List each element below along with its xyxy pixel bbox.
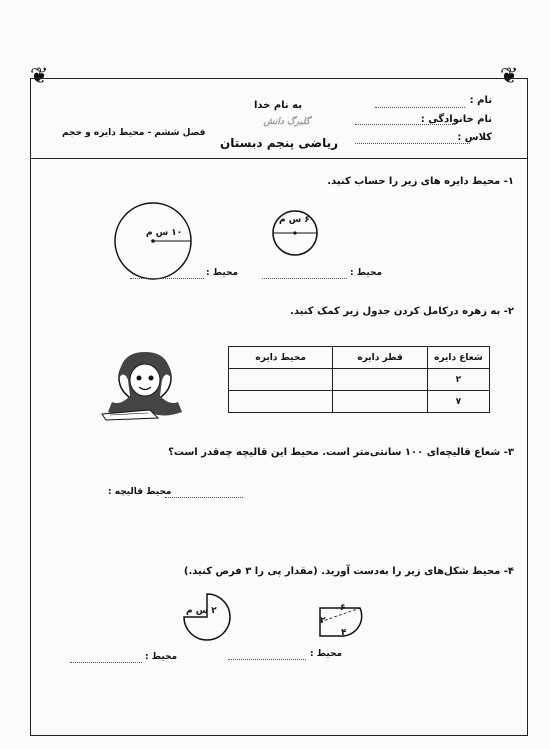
- name-field[interactable]: [375, 107, 465, 108]
- circle-data-table: [228, 346, 490, 413]
- q4-prompt: ۴- محیط شکل‌های زیر را به‌دست آورید. (مقدار پی را ۳ فرض کنید.): [183, 566, 514, 577]
- q4-answer-label-2: محیط :: [310, 649, 343, 659]
- q4-answer-field-1[interactable]: [70, 662, 142, 663]
- table-header: قطر دایره: [333, 347, 427, 369]
- header-divider: [30, 158, 528, 159]
- family-field[interactable]: [355, 124, 455, 125]
- table-cell: ۲: [427, 369, 489, 391]
- shape1-radius-label: ۲ س م: [186, 606, 217, 616]
- table-header: محیط دایره: [229, 347, 333, 369]
- table-row: [229, 391, 490, 413]
- shape2-label-b: ۴: [341, 628, 347, 638]
- q1-prompt: ۱- محیط دایره های زیر را حساب کنید.: [327, 176, 514, 187]
- three-quarter-circle-shape: [180, 590, 234, 644]
- girl-reading-illustration: [100, 340, 186, 422]
- shape2-label-c: ۲: [320, 616, 326, 626]
- class-field[interactable]: [355, 143, 470, 144]
- shape2-label-a: ۶: [340, 603, 346, 613]
- leaf-ornament-icon: ❦: [30, 64, 49, 89]
- answer-field-2[interactable]: [262, 278, 347, 279]
- table-cell-input[interactable]: [333, 369, 427, 391]
- class-label: کلاس :: [457, 132, 492, 143]
- table-cell: ۷: [427, 391, 489, 413]
- large-circle: [108, 196, 198, 286]
- q2-prompt: ۲- به زهره درکامل کردن جدول زیر کمک کنید.: [290, 306, 514, 317]
- answer-label-1: محیط :: [206, 268, 239, 278]
- table-cell-input[interactable]: [229, 369, 333, 391]
- bismillah: به نام خدا: [253, 100, 302, 111]
- q4-answer-field-2[interactable]: [228, 659, 306, 660]
- table-cell-input[interactable]: [333, 391, 427, 413]
- q3-answer-label: محیط قالیچه :: [108, 487, 172, 497]
- answer-label-2: محیط :: [350, 268, 383, 278]
- table-row: [229, 369, 490, 391]
- table-cell-input[interactable]: [229, 391, 333, 413]
- q4-answer-label-1: محیط :: [145, 652, 178, 662]
- q3-answer-field[interactable]: [165, 497, 243, 498]
- large-circle-radius-label: ۱۰ س م: [146, 228, 183, 238]
- school-stamp: گلبرگ دانش: [263, 117, 310, 127]
- name-label: نام :: [469, 95, 492, 106]
- table-header: شعاع دایره: [427, 347, 489, 369]
- leaf-ornament-icon: ❦: [500, 64, 519, 89]
- chapter-title: فصل ششم - محیط دایره و حجم: [62, 128, 206, 138]
- q3-prompt: ۳- شعاع قالیچه‌ای ۱۰۰ سانتی‌متر است. محیط این قالیچه چه‌قدر است؟: [168, 447, 514, 458]
- family-label: نام خانوادگی :: [420, 114, 492, 125]
- small-circle-diameter-label: ۶ س م: [279, 215, 310, 225]
- subject-title: ریاضی پنجم دبستان: [220, 136, 338, 150]
- answer-field-1[interactable]: [130, 278, 204, 279]
